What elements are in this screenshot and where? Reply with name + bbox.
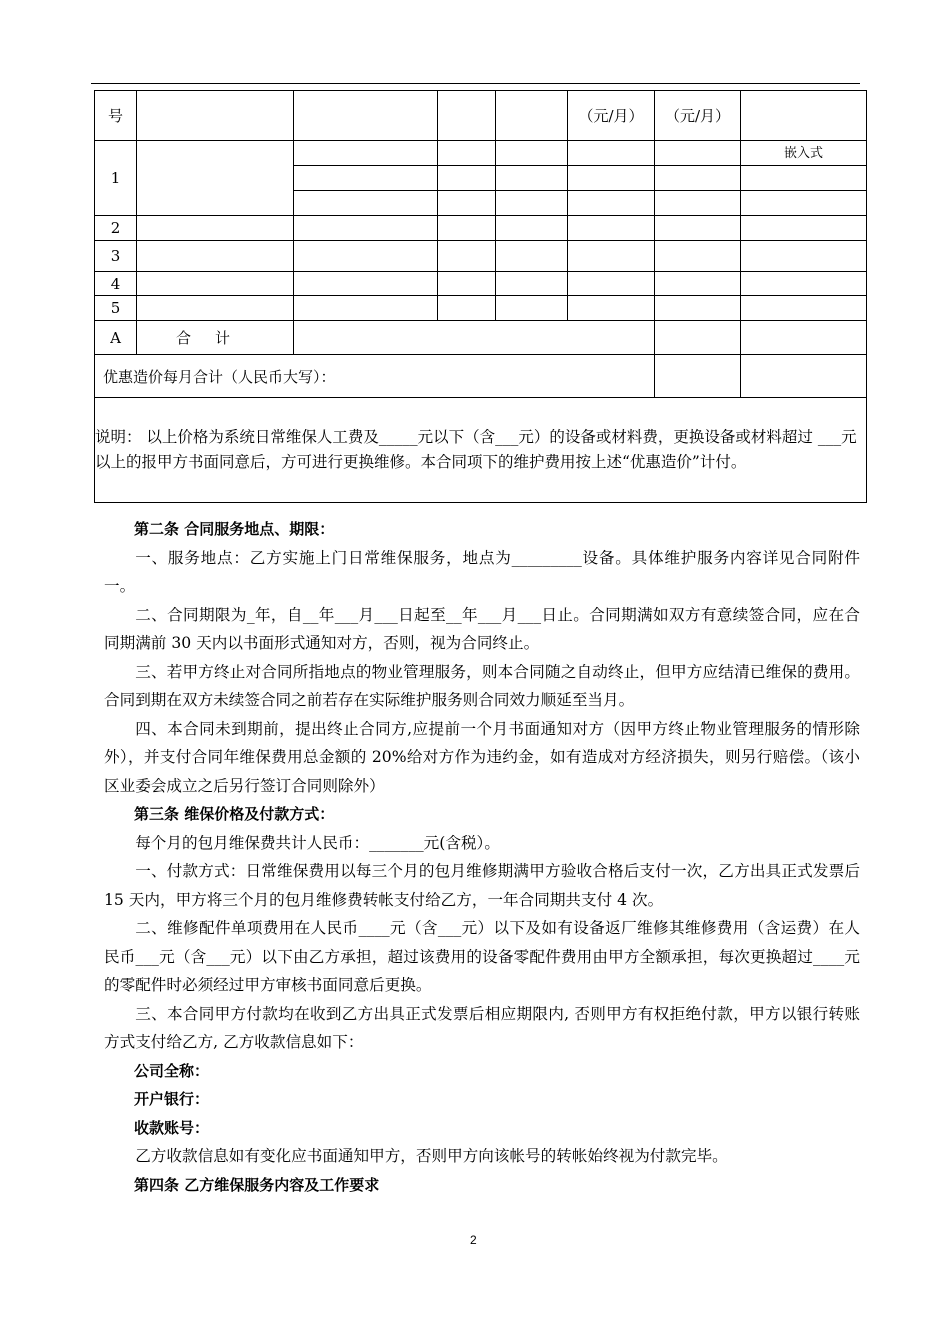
total-code: A — [95, 321, 137, 355]
header-rule — [91, 83, 860, 84]
page-number: 2 — [470, 1233, 477, 1247]
contract-body — [104, 515, 860, 1199]
table-row — [95, 241, 867, 272]
row-number: 4 — [95, 272, 137, 296]
table-row — [95, 272, 867, 296]
article4-title: 第四条 乙方维保服务内容及工作要求 — [134, 1175, 380, 1194]
article3-p3: 三、本合同甲方付款均在收到乙方出具正式发票后相应期限内, 否则甲方有权拒绝付款，甲方以银行转账方式支付给乙方, 乙方收款信息如下： — [104, 1004, 860, 1051]
article2-p3: 三、若甲方终止对合同所指地点的物业管理服务，则本合同随之自动终止，但甲方应结清已维保的费用。合同到期在双方未续签合同之前若存在实际维护服务则合同效力顺延至当月。 — [104, 662, 860, 709]
article2-p2: 二、合同期限为_年，自__年___月___日起至__年___月___日止。合同期满如双方有意续签合同，应在合同期满前 30 天内以书面形式通知对方，否则，视为合同终止。 — [104, 605, 860, 652]
row-number: 3 — [95, 241, 137, 272]
unit-price-header: （元/月） — [568, 91, 655, 141]
table-header-row — [95, 91, 867, 141]
table-row — [95, 216, 867, 241]
article3-p0: 每个月的包月维保费共计人民币：_______元(含税）。 — [135, 833, 500, 852]
row-number: 1 — [95, 141, 137, 216]
embed-label: 嵌入式 — [741, 141, 867, 166]
total-label: 合计 — [175, 329, 254, 347]
article3-p1: 一、付款方式：日常维保费用以每三个月的包月维修期满甲方验收合格后支付一次，乙方出具正式发票后 15 天内，甲方将三个月的包月维修费转帐支付给乙方，一年合同期共支付 4 次。 — [104, 862, 860, 909]
company-name-label: 公司全称： — [134, 1061, 210, 1080]
article3-p2: 二、维修配件单项费用在人民币____元（含___元）以下及如有设备返厂维修其维修费用（含运费）在人民币___元（含___元）以下由乙方承担，超过该费用的设备零配件费用由甲方全额承担，每次更换超过____元的零配件时必须经过甲方审核书面同意后更换。 — [104, 919, 860, 994]
monthly-total-row — [95, 355, 867, 398]
monthly-price-header: （元/月） — [655, 91, 741, 141]
monthly-total-label: 优惠造价每月合计（人民币大写）： — [95, 355, 655, 398]
price-table — [94, 90, 867, 503]
price-note: 说明： 以上价格为系统日常维保人工费及_____元以下（含___元）的设备或材料费，更换设备或材料超过 ___元以上的报甲方书面同意后，方可进行更换维修。本合同项下的维护费用按上述“优惠造价”计付。 — [95, 398, 867, 503]
note-row — [95, 398, 867, 503]
row-number: 2 — [95, 216, 137, 241]
article2-p4: 四、本合同未到期前，提出终止合同方,应提前一个月书面通知对方（因甲方终止物业管理服务的情形除外），并支付合同年维保费用总金额的 20%给对方作为违约金，如有造成对方经济损失，则另行赔偿。（该小区业委会成立之后另行签订合同则除外） — [104, 719, 860, 795]
article3-title: 第三条 维保价格及付款方式： — [134, 805, 335, 823]
header-no: 号 — [95, 91, 137, 141]
article2-p1: 一、服务地点：乙方实施上门日常维保服务，地点为_________设备。具体维护服务内容详见合同附件一。 — [104, 548, 860, 595]
account-label: 收款账号： — [134, 1118, 210, 1137]
bank-label: 开户银行： — [134, 1090, 210, 1108]
table-row — [95, 141, 867, 166]
row-number: 5 — [95, 296, 137, 321]
total-row — [95, 321, 867, 355]
table-row — [95, 296, 867, 321]
article3-p4: 乙方收款信息如有变化应书面通知甲方，否则甲方向该帐号的转帐始终视为付款完毕。 — [135, 1147, 728, 1165]
article2-title: 第二条 合同服务地点、期限： — [134, 520, 335, 538]
